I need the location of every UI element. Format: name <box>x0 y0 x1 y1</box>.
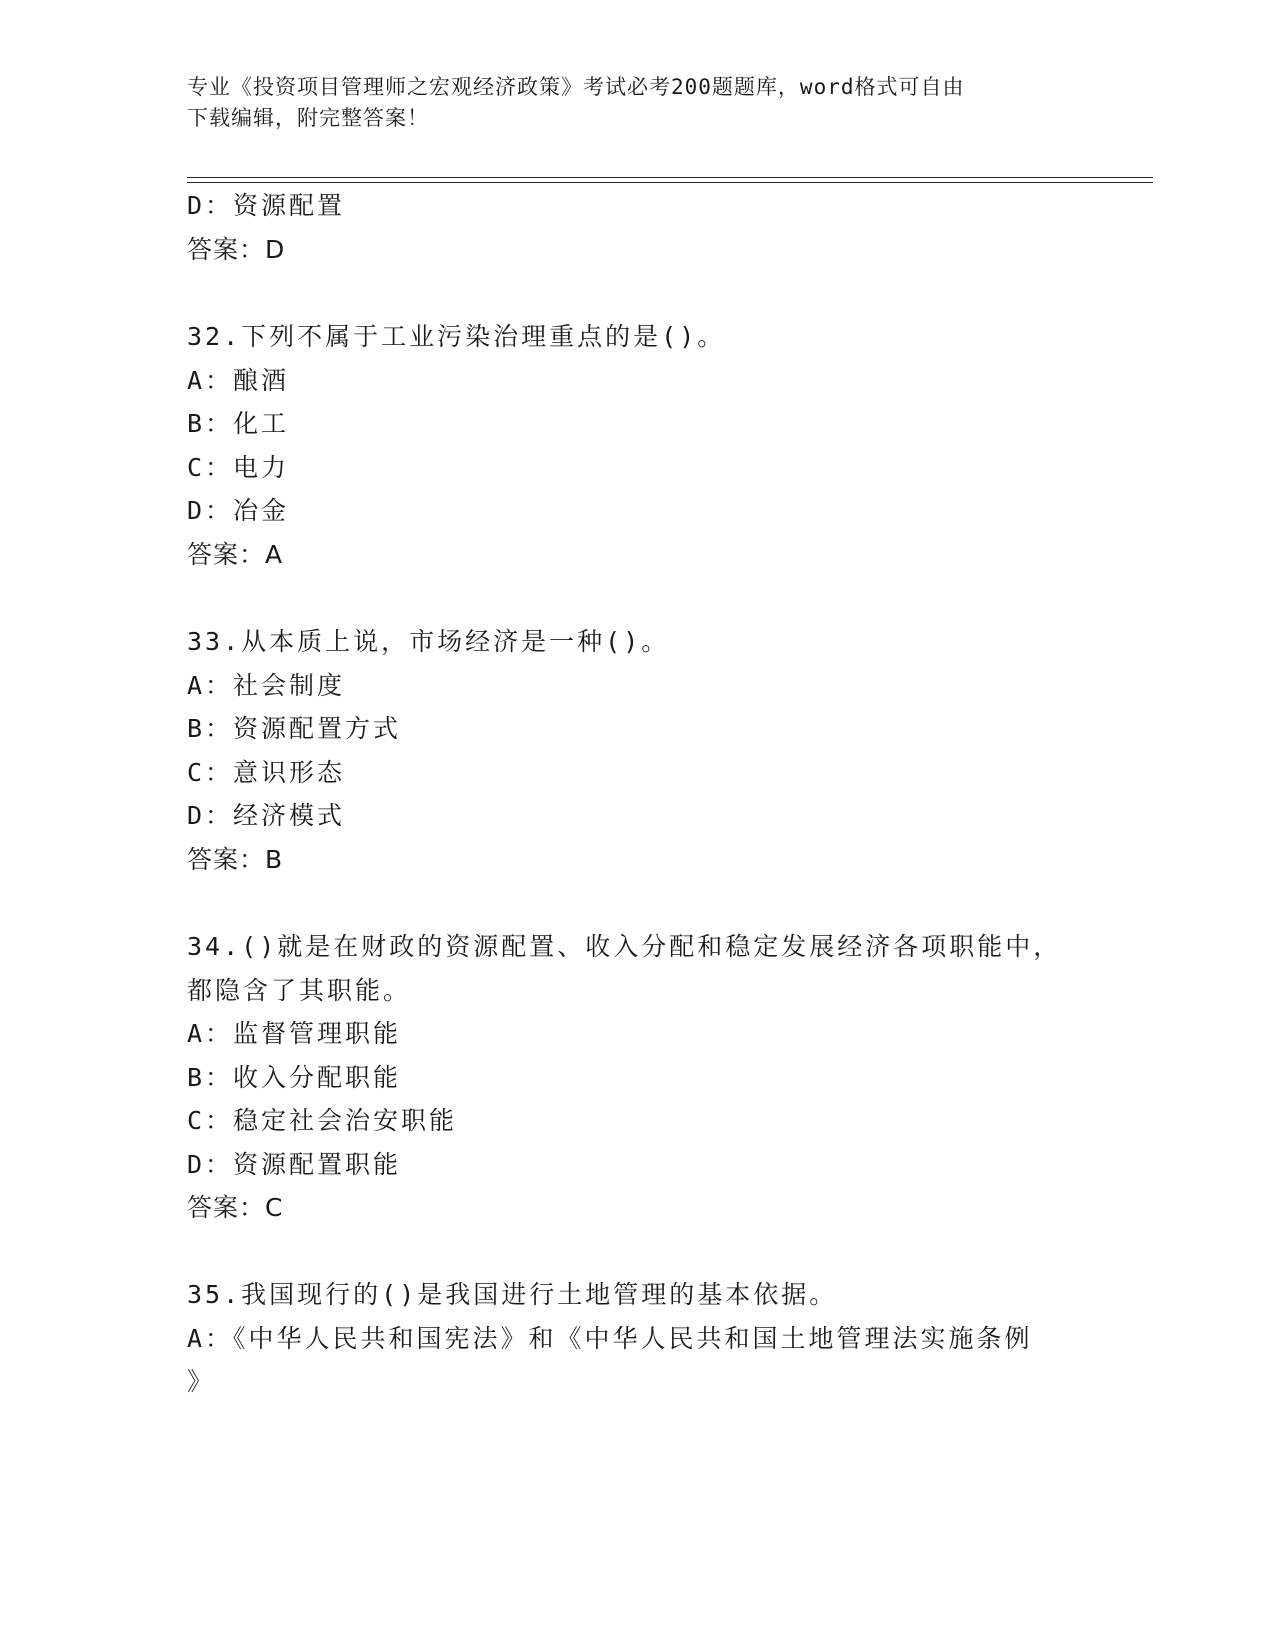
q34-answer: 答案：C <box>187 1193 284 1222</box>
q33-option-d: D：经济模式 <box>187 801 346 830</box>
q32-option-d: D：冶金 <box>187 496 290 525</box>
q33-stem: 33.从本质上说，市场经济是一种()。 <box>187 627 670 656</box>
q33-option-c: C：意识形态 <box>187 758 346 787</box>
q34-option-c: C：稳定社会治安职能 <box>187 1106 458 1135</box>
q32-option-c: C：电力 <box>187 453 290 482</box>
q33-option-a: A：社会制度 <box>187 671 346 700</box>
q34-option-b: B：收入分配职能 <box>187 1063 402 1092</box>
q32-option-a: A：酿酒 <box>187 366 290 395</box>
q34-option-d: D：资源配置职能 <box>187 1150 402 1179</box>
header-line-2: 下载编辑，附完整答案！ <box>187 106 429 130</box>
q35-option-a-continued: 》 <box>187 1367 216 1396</box>
q33-answer: 答案：B <box>187 845 284 874</box>
header-divider-bottom <box>187 182 1153 183</box>
q35-stem: 35.我国现行的()是我国进行土地管理的基本依据。 <box>187 1280 838 1309</box>
document-header <box>187 72 1067 134</box>
header-divider-top <box>187 177 1153 178</box>
q34-stem-continued: 都隐含了其职能。 <box>187 976 412 1005</box>
q32-option-b: B：化工 <box>187 409 290 438</box>
q32-stem: 32.下列不属于工业污染治理重点的是()。 <box>187 322 726 351</box>
header-line-1: 专业《投资项目管理师之宏观经济政策》考试必考200题题库，word格式可自由 <box>187 75 965 99</box>
prev-answer: 答案：D <box>187 235 286 264</box>
q35-option-a: A：《中华人民共和国宪法》和《中华人民共和国土地管理法实施条例 <box>187 1324 1033 1353</box>
prev-option-d: D：资源配置 <box>187 191 346 220</box>
q32-answer: 答案：A <box>187 540 284 569</box>
q34-option-a: A：监督管理职能 <box>187 1019 402 1048</box>
q34-stem: 34.()就是在财政的资源配置、收入分配和稳定发展经济各项职能中， <box>187 932 1062 961</box>
q33-option-b: B：资源配置方式 <box>187 714 402 743</box>
